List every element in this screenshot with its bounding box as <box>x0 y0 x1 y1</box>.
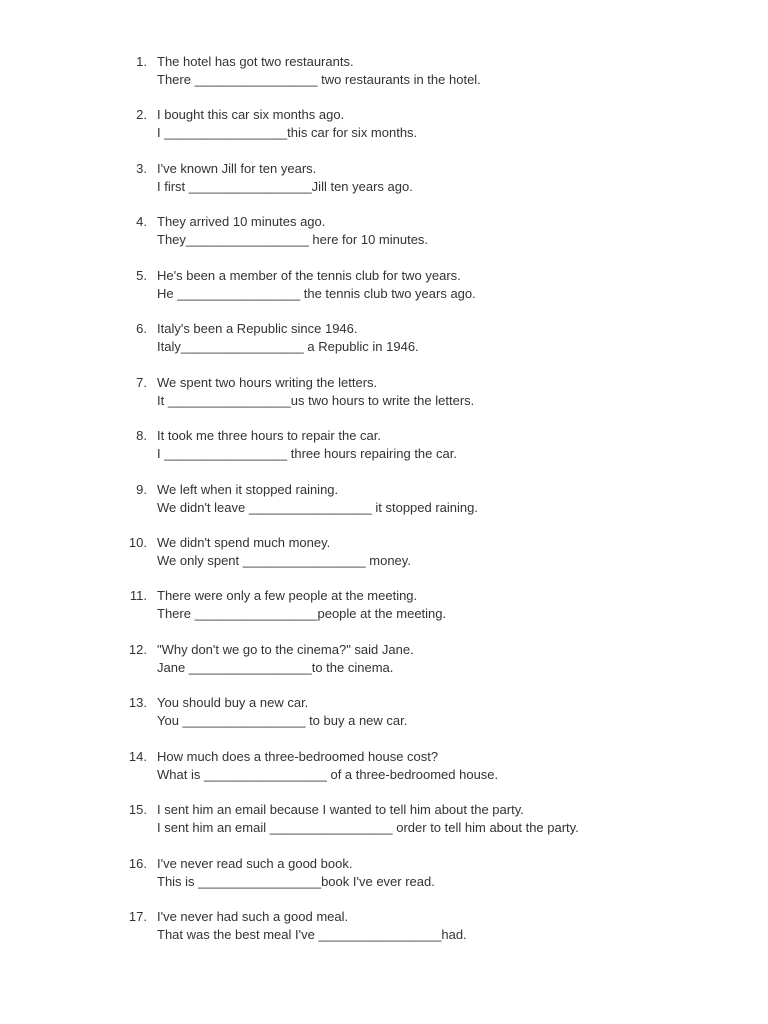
rewrite-sentence: This is _________________book I've ever read. <box>157 873 435 889</box>
exercise-number: 13. <box>128 695 147 711</box>
exercise-item <box>0 427 768 480</box>
original-sentence: I bought this car six months ago. <box>157 107 345 123</box>
original-sentence: How much does a three-bedroomed house cost? <box>157 748 439 764</box>
exercise-number: 15. <box>128 802 147 818</box>
rewrite-sentence: There _________________ two restaurants in the hotel. <box>157 72 481 87</box>
exercise-number: 2. <box>136 107 147 123</box>
original-sentence: We spent two hours writing the letters. <box>157 374 378 390</box>
rewrite-sentence: What is _________________ of a three-bedroomed house. <box>157 766 499 782</box>
exercise-number: 4. <box>136 214 147 230</box>
exercise-item <box>0 320 768 373</box>
exercise-number: 1. <box>136 54 147 69</box>
exercise-item <box>0 160 768 213</box>
exercise-item <box>0 908 768 961</box>
exercise-number: 16. <box>128 855 147 871</box>
original-sentence: I sent him an email because I wanted to tell him about the party. <box>157 802 524 818</box>
exercise-item <box>0 748 768 801</box>
original-sentence: "Why don't we go to the cinema?" said Jane. <box>157 641 414 657</box>
exercise-number: 3. <box>136 160 147 176</box>
exercise-item <box>0 801 768 854</box>
rewrite-sentence: That was the best meal I've _________________had. <box>157 927 467 942</box>
exercise-item <box>0 694 768 747</box>
rewrite-sentence: You _________________ to buy a new car. <box>157 713 408 729</box>
original-sentence: I've never had such a good meal. <box>157 909 349 924</box>
exercise-number: 12. <box>128 641 147 657</box>
exercise-number: 10. <box>128 534 147 550</box>
original-sentence: Italy's been a Republic since 1946. <box>157 321 358 337</box>
exercise-number: 7. <box>136 374 147 390</box>
exercise-item <box>0 855 768 908</box>
exercise-list <box>0 53 768 961</box>
original-sentence: He's been a member of the tennis club for two years. <box>157 267 461 283</box>
exercise-number: 17. <box>128 909 147 924</box>
original-sentence: I've known Jill for ten years. <box>157 160 317 176</box>
rewrite-sentence: We only spent _________________ money. <box>157 552 411 568</box>
exercise-item <box>0 53 768 106</box>
original-sentence: We didn't spend much money. <box>157 534 331 550</box>
rewrite-sentence: He _________________ the tennis club two years ago. <box>157 285 476 301</box>
exercise-item <box>0 534 768 587</box>
exercise-item <box>0 106 768 159</box>
original-sentence: We left when it stopped raining. <box>157 481 339 497</box>
exercise-number: 8. <box>136 428 147 444</box>
exercise-item <box>0 641 768 694</box>
original-sentence: You should buy a new car. <box>157 695 309 711</box>
exercise-number: 5. <box>136 267 147 283</box>
original-sentence: The hotel has got two restaurants. <box>157 54 354 69</box>
rewrite-sentence: I sent him an email _________________ order to tell him about the party. <box>157 820 579 836</box>
rewrite-sentence: There _________________people at the meeting. <box>157 606 447 622</box>
exercise-number: 11. <box>129 588 147 604</box>
original-sentence: They arrived 10 minutes ago. <box>157 214 326 230</box>
exercise-item <box>0 481 768 534</box>
exercise-number: 6. <box>136 321 147 337</box>
rewrite-sentence: They_________________ here for 10 minutes. <box>157 232 429 248</box>
rewrite-sentence: It _________________us two hours to write the letters. <box>157 392 475 408</box>
rewrite-sentence: Italy_________________ a Republic in 1946. <box>157 339 419 355</box>
rewrite-sentence: I _________________this car for six months. <box>157 125 418 141</box>
original-sentence: I've never read such a good book. <box>157 855 353 871</box>
exercise-item <box>0 374 768 427</box>
exercise-item <box>0 213 768 266</box>
rewrite-sentence: We didn't leave _________________ it stopped raining. <box>157 499 478 515</box>
original-sentence: It took me three hours to repair the car. <box>157 428 382 444</box>
exercise-number: 14. <box>128 748 147 764</box>
exercise-number: 9. <box>136 481 147 497</box>
rewrite-sentence: Jane _________________to the cinema. <box>157 659 394 675</box>
original-sentence: There were only a few people at the meeting. <box>157 588 418 604</box>
rewrite-sentence: I first _________________Jill ten years ago. <box>157 178 413 194</box>
rewrite-sentence: I _________________ three hours repairing the car. <box>157 446 457 462</box>
exercise-item <box>0 267 768 320</box>
exercise-item <box>0 587 768 640</box>
